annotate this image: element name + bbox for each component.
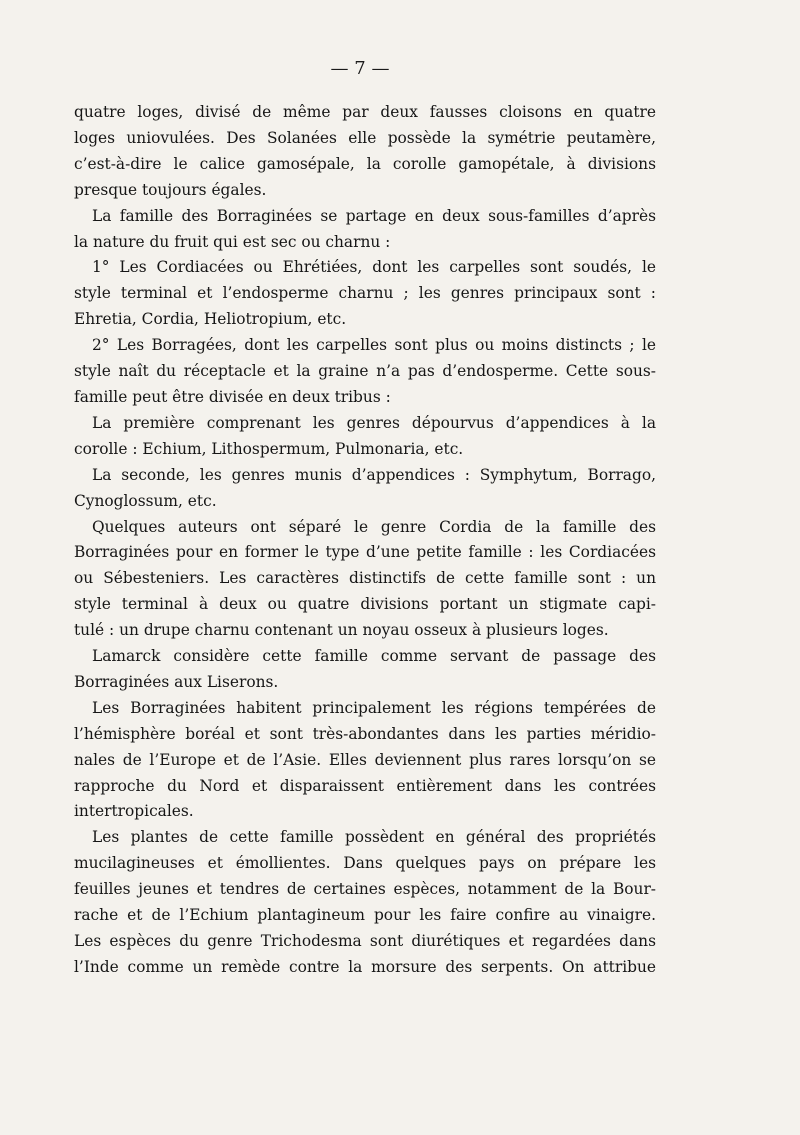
page-number: — 7 — — [330, 58, 390, 79]
text-line: style naît du réceptacle et la graine n’a pas d’endosperme. Cette sous- — [74, 362, 656, 381]
text-line: rapproche du Nord et disparaissent entièrement dans les contrées — [74, 776, 656, 795]
text-line: ou Sébesteniers. Les caractères distinctifs de cette famille sont : un — [74, 569, 656, 588]
text-line: Quelques auteurs ont séparé le genre Cordia de la famille des — [92, 517, 656, 536]
text-line: rache et de l’Echium plantagineum pour les faire confire au vinaigre. — [74, 906, 656, 925]
text-line: Les espèces du genre Trichodesma sont diurétiques et regardées dans — [74, 932, 656, 950]
text-line: intertropicales. — [74, 802, 194, 821]
text-line: Borraginées aux Liserons. — [74, 672, 279, 691]
text-line: tulé : un drupe charnu contenant un noyau osseux à plusieurs loges. — [74, 621, 609, 640]
text-line: corolle : Echium, Lithospermum, Pulmonaria, etc. — [74, 439, 464, 458]
text-line: Ehretia, Cordia, Heliotropium, etc. — [74, 310, 347, 329]
text-line: c’est-à-dire le calice gamosépale, la corolle gamopétale, à divisions — [74, 154, 656, 173]
text-line: Borraginées pour en former le type d’une petite famille : les Cordiacées — [74, 543, 656, 562]
text-line: presque toujours égales. — [74, 180, 267, 199]
body-text — [74, 100, 656, 981]
text-line: Cynoglossum, etc. — [74, 491, 217, 510]
text-line: La seconde, les genres munis d’appendices : Symphytum, Borrago, — [92, 465, 656, 484]
text-line: style terminal et l’endosperme charnu ; les genres principaux sont : — [74, 284, 656, 303]
text-line: mucilagineuses et émollientes. Dans quelques pays on prépare les — [74, 854, 656, 873]
text-line: La famille des Borraginées se partage en deux sous-familles d’après — [92, 206, 656, 225]
text-line: l’Inde comme un remède contre la morsure des serpents. On attribue — [74, 957, 656, 976]
text-line: loges uniovulées. Des Solanées elle possède la symétrie peutamère, — [74, 128, 656, 147]
text-line: l’hémisphère boréal et sont très-abondantes dans les parties méridio- — [74, 724, 656, 743]
text-line: 2° Les Borragées, dont les carpelles sont plus ou moins distincts ; le — [92, 336, 656, 355]
text-line: quatre loges, divisé de même par deux fausses cloisons en quatre — [74, 103, 656, 121]
text-line: Lamarck considère cette famille comme servant de passage des — [92, 647, 656, 666]
text-line: style terminal à deux ou quatre divisions portant un stigmate capi- — [74, 595, 656, 614]
text-line: La première comprenant les genres dépourvus d’appendices à la — [92, 413, 656, 432]
text-line: feuilles jeunes et tendres de certaines espèces, notamment de la Bour- — [74, 880, 656, 899]
text-line: nales de l’Europe et de l’Asie. Elles deviennent plus rares lorsqu’on se — [74, 750, 656, 769]
text-line: 1° Les Cordiacées ou Ehrétiées, dont les carpelles sont soudés, le — [92, 258, 656, 277]
text-line: famille peut être divisée en deux tribus : — [74, 387, 391, 406]
text-line: la nature du fruit qui est sec ou charnu : — [74, 232, 391, 251]
text-line: Les Borraginées habitent principalement les régions tempérées de — [92, 698, 656, 717]
text-line: Les plantes de cette famille possèdent en général des propriétés — [92, 828, 656, 847]
